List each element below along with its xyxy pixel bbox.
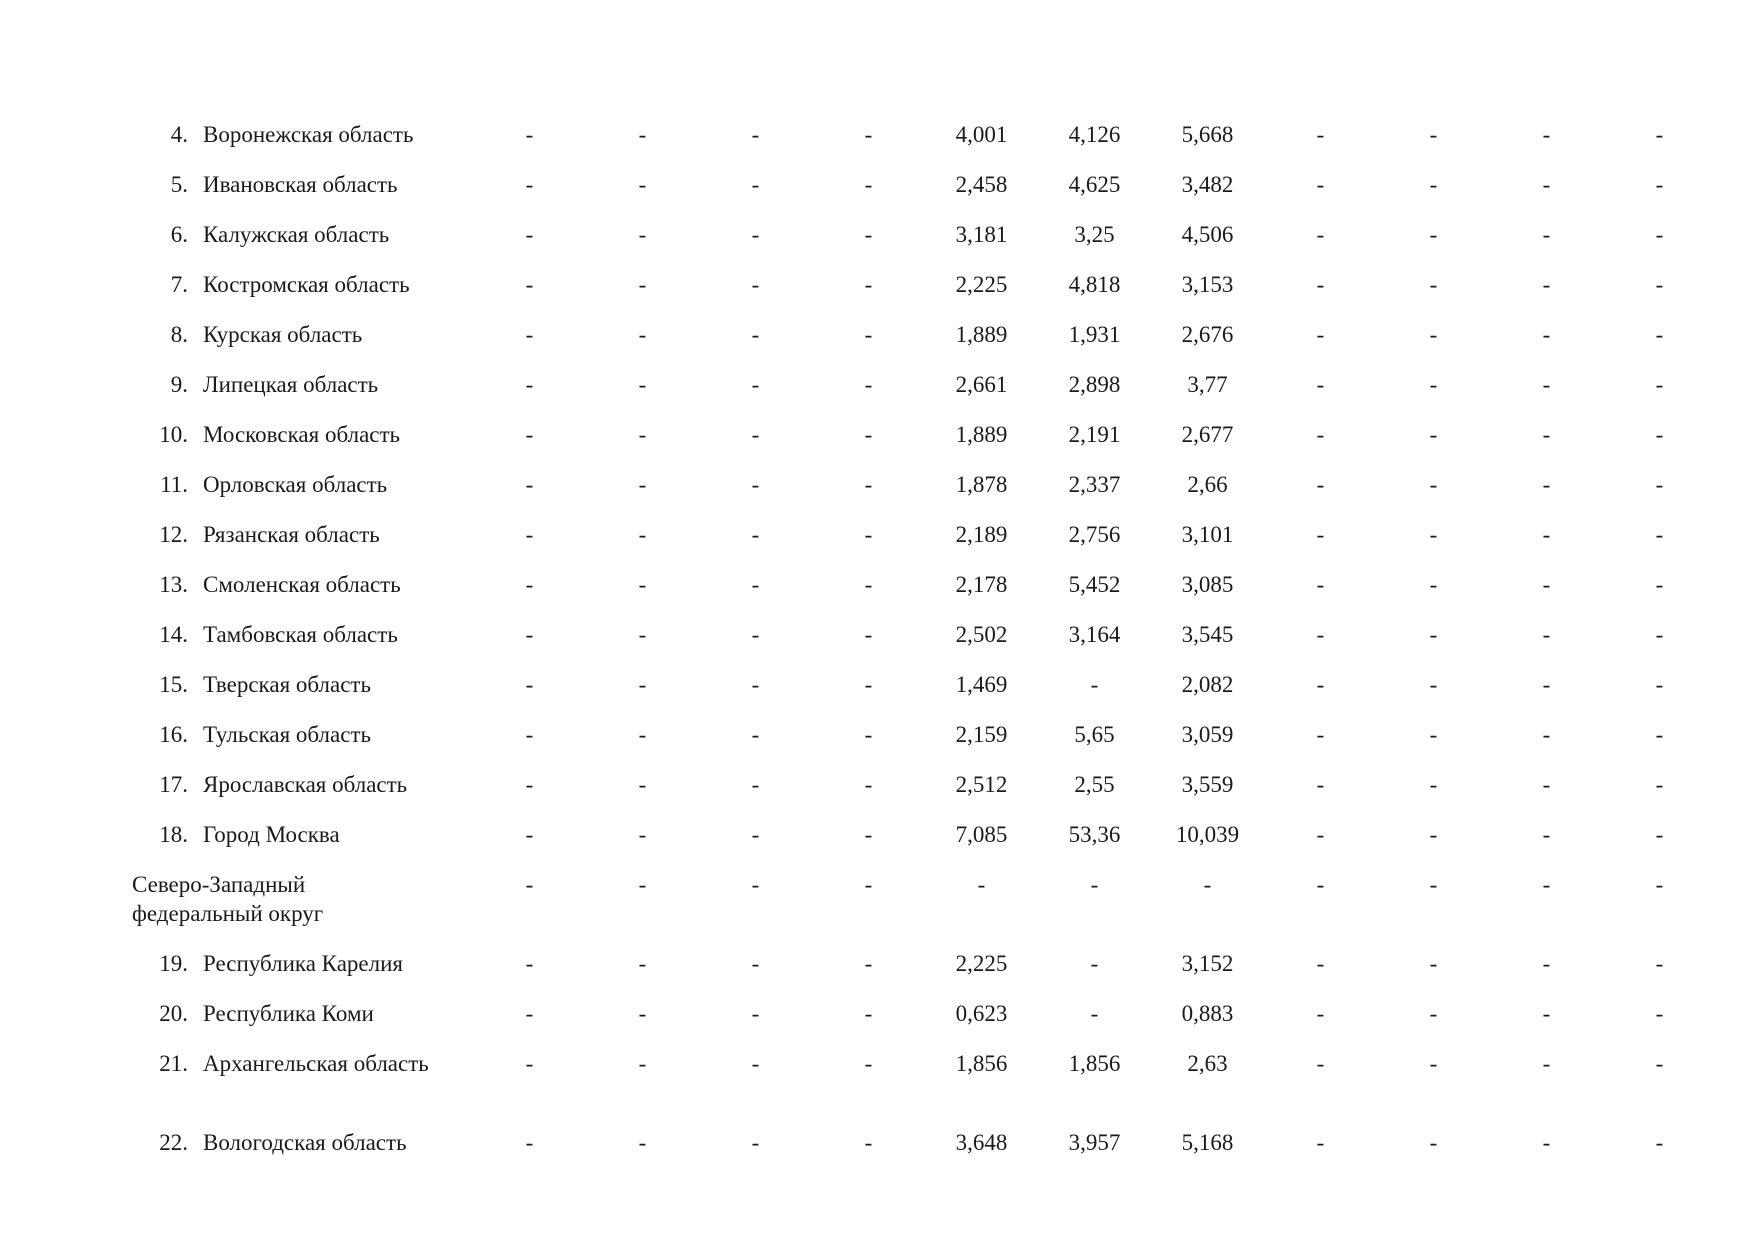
value-cell: - (1429, 422, 1438, 447)
row-number: 4. (170, 122, 188, 147)
value-cell: - (638, 272, 647, 297)
value-cell: 2,189 (955, 522, 1008, 547)
value-cell: - (1316, 472, 1325, 497)
value-cell: - (1429, 872, 1438, 897)
value-cell: - (525, 822, 534, 847)
value-cell: - (638, 422, 647, 447)
value-cell: - (1429, 472, 1438, 497)
value-cell: - (1542, 372, 1551, 397)
value-cell: - (1429, 322, 1438, 347)
region-name: Город Москва (203, 822, 340, 847)
region-row (140, 370, 1716, 420)
value-cell: - (751, 1130, 760, 1155)
value-cell: 1,889 (955, 322, 1008, 347)
value-cell: 2,898 (1068, 372, 1121, 397)
value-cell: 3,101 (1181, 522, 1234, 547)
value-cell: - (1655, 122, 1664, 147)
value-cell: - (1429, 722, 1438, 747)
row-number: 9. (170, 372, 188, 397)
value-cell: 3,559 (1181, 772, 1234, 797)
region-name: Липецкая область (203, 372, 379, 397)
value-cell: - (1655, 672, 1664, 697)
value-cell: - (525, 672, 534, 697)
value-cell: - (1542, 822, 1551, 847)
value-cell: 1,469 (955, 672, 1008, 697)
value-cell: 2,676 (1181, 322, 1234, 347)
value-cell: - (864, 172, 873, 197)
value-cell: - (1316, 122, 1325, 147)
value-cell: - (751, 951, 760, 976)
value-cell: - (1316, 622, 1325, 647)
value-cell: - (1542, 422, 1551, 447)
row-number: 13. (159, 572, 188, 597)
value-cell: - (638, 1051, 647, 1076)
value-cell: - (1429, 622, 1438, 647)
value-cell: - (1655, 1051, 1664, 1076)
region-row (140, 770, 1716, 820)
value-cell: - (1542, 951, 1551, 976)
region-row (140, 470, 1716, 520)
value-cell: - (751, 422, 760, 447)
value-cell: - (751, 122, 760, 147)
value-cell: - (1316, 272, 1325, 297)
value-cell: - (1542, 1130, 1551, 1155)
value-cell: - (864, 672, 873, 697)
value-cell: - (751, 472, 760, 497)
row-number: 8. (170, 322, 188, 347)
row-number: 22. (159, 1130, 188, 1155)
value-cell: 2,191 (1068, 422, 1121, 447)
row-number: 18. (159, 822, 188, 847)
value-cell: - (525, 772, 534, 797)
region-row (140, 420, 1716, 470)
region-name: Костромская область (203, 272, 410, 297)
value-cell: - (864, 322, 873, 347)
value-cell: - (1316, 672, 1325, 697)
value-cell: - (638, 622, 647, 647)
value-cell: - (864, 572, 873, 597)
value-cell: - (1316, 1051, 1325, 1076)
region-row (140, 820, 1716, 870)
row-number: 7. (170, 272, 188, 297)
value-cell: - (1316, 872, 1325, 897)
region-row (140, 949, 1716, 999)
value-cell: - (638, 572, 647, 597)
value-cell: - (1429, 772, 1438, 797)
value-cell: 2,178 (955, 572, 1008, 597)
value-cell: - (1429, 122, 1438, 147)
value-cell: 5,452 (1068, 572, 1121, 597)
value-cell: 4,506 (1181, 222, 1234, 247)
value-cell: - (751, 172, 760, 197)
value-cell: - (1316, 1001, 1325, 1026)
value-cell: - (751, 572, 760, 597)
value-cell: - (638, 1001, 647, 1026)
district-row (140, 870, 1716, 949)
value-cell: 2,756 (1068, 522, 1121, 547)
value-cell: - (864, 951, 873, 976)
region-name: Ярославская область (203, 772, 408, 797)
value-cell: 2,082 (1181, 672, 1234, 697)
value-cell: 1,931 (1068, 322, 1121, 347)
value-cell: - (638, 122, 647, 147)
value-cell: - (864, 372, 873, 397)
value-cell: - (864, 1001, 873, 1026)
region-name: Курская область (203, 322, 363, 347)
row-number: 16. (159, 722, 188, 747)
value-cell: - (525, 172, 534, 197)
value-cell: - (751, 622, 760, 647)
value-cell: 0,623 (955, 1001, 1008, 1026)
value-cell: - (1090, 1001, 1099, 1026)
value-cell: 2,159 (955, 722, 1008, 747)
value-cell: - (525, 322, 534, 347)
value-cell: - (1542, 622, 1551, 647)
value-cell: 3,181 (955, 222, 1008, 247)
value-cell: - (864, 222, 873, 247)
row-number: 15. (159, 672, 188, 697)
region-name: Орловская область (203, 472, 388, 497)
value-cell: - (638, 172, 647, 197)
value-cell: 4,126 (1068, 122, 1121, 147)
region-name: Калужская область (203, 222, 390, 247)
value-cell: - (1542, 272, 1551, 297)
value-cell: 53,36 (1068, 822, 1121, 847)
region-row (140, 120, 1716, 170)
value-cell: - (1316, 772, 1325, 797)
value-cell: - (638, 1130, 647, 1155)
value-cell: - (1090, 951, 1099, 976)
value-cell: - (638, 822, 647, 847)
value-cell: - (1429, 522, 1438, 547)
value-cell: - (525, 122, 534, 147)
value-cell: 2,63 (1187, 1051, 1228, 1076)
value-cell: - (751, 222, 760, 247)
value-cell: - (1316, 572, 1325, 597)
value-cell: - (751, 822, 760, 847)
value-cell: - (1316, 322, 1325, 347)
value-cell: 3,482 (1181, 172, 1234, 197)
value-cell: - (638, 872, 647, 897)
value-cell: - (864, 272, 873, 297)
value-cell: - (1316, 222, 1325, 247)
value-cell: - (1542, 522, 1551, 547)
value-cell: - (1655, 322, 1664, 347)
value-cell: - (1542, 672, 1551, 697)
value-cell: - (525, 272, 534, 297)
value-cell: 1,856 (1068, 1051, 1121, 1076)
value-cell: - (751, 772, 760, 797)
row-number: 17. (159, 772, 188, 797)
value-cell: - (864, 822, 873, 847)
region-row (140, 170, 1716, 220)
value-cell: - (1429, 1130, 1438, 1155)
value-cell: 5,668 (1181, 122, 1234, 147)
value-cell: 3,153 (1181, 272, 1234, 297)
value-cell: - (1655, 951, 1664, 976)
value-cell: 2,458 (955, 172, 1008, 197)
value-cell: 10,039 (1175, 822, 1240, 847)
value-cell: 2,661 (955, 372, 1008, 397)
row-number: 14. (159, 622, 188, 647)
value-cell: 4,818 (1068, 272, 1121, 297)
value-cell: - (977, 872, 986, 897)
value-cell: - (1090, 872, 1099, 897)
value-cell: - (751, 322, 760, 347)
value-cell: 3,648 (955, 1130, 1008, 1155)
region-name: Архангельская область (203, 1051, 429, 1076)
region-row (140, 999, 1716, 1049)
value-cell: 3,957 (1068, 1130, 1121, 1155)
region-name: Тверская область (203, 672, 371, 697)
value-cell: - (751, 1001, 760, 1026)
value-cell: - (638, 472, 647, 497)
table-body (132, 120, 1716, 1178)
value-cell: - (1429, 372, 1438, 397)
value-cell: - (1655, 472, 1664, 497)
value-cell: 3,085 (1181, 572, 1234, 597)
value-cell: - (1542, 472, 1551, 497)
region-row (140, 520, 1716, 570)
value-cell: - (1316, 951, 1325, 976)
value-cell: 4,001 (955, 122, 1008, 147)
value-cell: - (1655, 1130, 1664, 1155)
value-cell: - (1655, 822, 1664, 847)
value-cell: - (525, 522, 534, 547)
value-cell: - (751, 372, 760, 397)
value-cell: - (1429, 1051, 1438, 1076)
value-cell: 3,059 (1181, 722, 1234, 747)
row-number: 11. (160, 472, 188, 497)
value-cell: - (525, 622, 534, 647)
value-cell: - (1542, 1001, 1551, 1026)
value-cell: 3,152 (1181, 951, 1234, 976)
value-cell: - (1655, 1001, 1664, 1026)
value-cell: - (638, 222, 647, 247)
row-number: 20. (159, 1001, 188, 1026)
value-cell: - (751, 672, 760, 697)
region-name: Тульская область (203, 722, 371, 747)
value-cell: 3,164 (1068, 622, 1121, 647)
region-row (140, 720, 1716, 770)
value-cell: 0,883 (1181, 1001, 1234, 1026)
region-row (140, 670, 1716, 720)
value-cell: 3,25 (1074, 222, 1115, 247)
value-cell: 5,65 (1074, 722, 1115, 747)
value-cell: - (638, 372, 647, 397)
region-row (140, 620, 1716, 670)
value-cell: - (1316, 1130, 1325, 1155)
value-cell: - (525, 422, 534, 447)
value-cell: - (1655, 572, 1664, 597)
value-cell: - (1090, 672, 1099, 697)
row-number: 10. (159, 422, 188, 447)
value-cell: - (864, 1051, 873, 1076)
value-cell: 1,856 (955, 1051, 1008, 1076)
value-cell: 2,225 (955, 272, 1008, 297)
row-number: 21. (159, 1051, 188, 1076)
value-cell: - (1316, 172, 1325, 197)
tariff-table (132, 120, 1716, 1178)
value-cell: - (864, 1130, 873, 1155)
value-cell: - (1429, 272, 1438, 297)
value-cell: - (1316, 822, 1325, 847)
value-cell: - (1542, 172, 1551, 197)
value-cell: - (1429, 1001, 1438, 1026)
value-cell: - (864, 622, 873, 647)
value-cell: 2,337 (1068, 472, 1121, 497)
region-name: Республика Карелия (203, 951, 404, 976)
value-cell: 5,168 (1181, 1130, 1234, 1155)
value-cell: - (1316, 522, 1325, 547)
value-cell: - (1542, 722, 1551, 747)
value-cell: - (1542, 772, 1551, 797)
value-cell: 1,889 (955, 422, 1008, 447)
region-name: Московская область (203, 422, 401, 447)
value-cell: - (751, 1051, 760, 1076)
value-cell: - (1655, 272, 1664, 297)
value-cell: 2,66 (1187, 472, 1228, 497)
row-number: 12. (159, 522, 188, 547)
region-row (140, 320, 1716, 370)
value-cell: - (525, 1001, 534, 1026)
region-name: Тамбовская область (203, 622, 398, 647)
value-cell: - (864, 872, 873, 897)
value-cell: - (864, 772, 873, 797)
value-cell: - (638, 722, 647, 747)
value-cell: - (525, 1051, 534, 1076)
region-name: Рязанская область (203, 522, 380, 547)
region-row (140, 220, 1716, 270)
value-cell: - (1542, 1051, 1551, 1076)
value-cell: - (1316, 722, 1325, 747)
value-cell: - (525, 951, 534, 976)
value-cell: 1,878 (955, 472, 1008, 497)
region-name: Ивановская область (203, 172, 398, 197)
value-cell: - (525, 1130, 534, 1155)
value-cell: - (638, 672, 647, 697)
value-cell: 3,77 (1187, 372, 1228, 397)
value-cell: 2,502 (955, 622, 1008, 647)
value-cell: - (1655, 772, 1664, 797)
value-cell: - (1316, 422, 1325, 447)
value-cell: - (1542, 322, 1551, 347)
value-cell: - (1429, 572, 1438, 597)
value-cell: 2,55 (1074, 772, 1115, 797)
region-name: Смоленская область (203, 572, 401, 597)
region-row (140, 570, 1716, 620)
value-cell: - (751, 272, 760, 297)
value-cell: - (1542, 872, 1551, 897)
value-cell: - (1655, 222, 1664, 247)
value-cell: - (1429, 672, 1438, 697)
value-cell: - (864, 422, 873, 447)
value-cell: - (1429, 822, 1438, 847)
region-name: Республика Коми (203, 1001, 374, 1026)
value-cell: - (638, 322, 647, 347)
value-cell: - (525, 572, 534, 597)
value-cell: 7,085 (955, 822, 1008, 847)
value-cell: - (1542, 572, 1551, 597)
value-cell: 2,512 (955, 772, 1008, 797)
value-cell: - (1429, 222, 1438, 247)
value-cell: - (638, 951, 647, 976)
value-cell: - (1316, 372, 1325, 397)
value-cell: - (1655, 722, 1664, 747)
region-row (140, 1128, 1716, 1178)
value-cell: - (751, 722, 760, 747)
value-cell: - (864, 472, 873, 497)
row-number: 6. (170, 222, 188, 247)
value-cell: - (525, 372, 534, 397)
region-name: Воронежская область (203, 122, 414, 147)
value-cell: - (1655, 522, 1664, 547)
value-cell: - (1655, 372, 1664, 397)
value-cell: 4,625 (1068, 172, 1121, 197)
value-cell: - (1655, 622, 1664, 647)
value-cell: - (525, 222, 534, 247)
value-cell: 2,677 (1181, 422, 1234, 447)
region-row (140, 270, 1716, 320)
value-cell: - (1203, 872, 1212, 897)
row-number: 5. (170, 172, 188, 197)
region-name: Вологодская область (203, 1130, 407, 1155)
value-cell: - (638, 522, 647, 547)
value-cell: - (638, 772, 647, 797)
value-cell: - (1542, 222, 1551, 247)
value-cell: - (1542, 122, 1551, 147)
value-cell: 2,225 (955, 951, 1008, 976)
value-cell: - (1429, 951, 1438, 976)
value-cell: - (864, 122, 873, 147)
value-cell: - (1655, 872, 1664, 897)
value-cell: - (525, 872, 534, 897)
value-cell: - (1429, 172, 1438, 197)
value-cell: 3,545 (1181, 622, 1234, 647)
region-row (140, 1049, 1716, 1128)
value-cell: - (1655, 172, 1664, 197)
value-cell: - (751, 522, 760, 547)
value-cell: - (864, 522, 873, 547)
value-cell: - (751, 872, 760, 897)
value-cell: - (525, 722, 534, 747)
value-cell: - (525, 472, 534, 497)
row-number: 19. (159, 951, 188, 976)
value-cell: - (1655, 422, 1664, 447)
district-name: Северо-Западный федеральный округ (132, 872, 324, 926)
value-cell: - (864, 722, 873, 747)
